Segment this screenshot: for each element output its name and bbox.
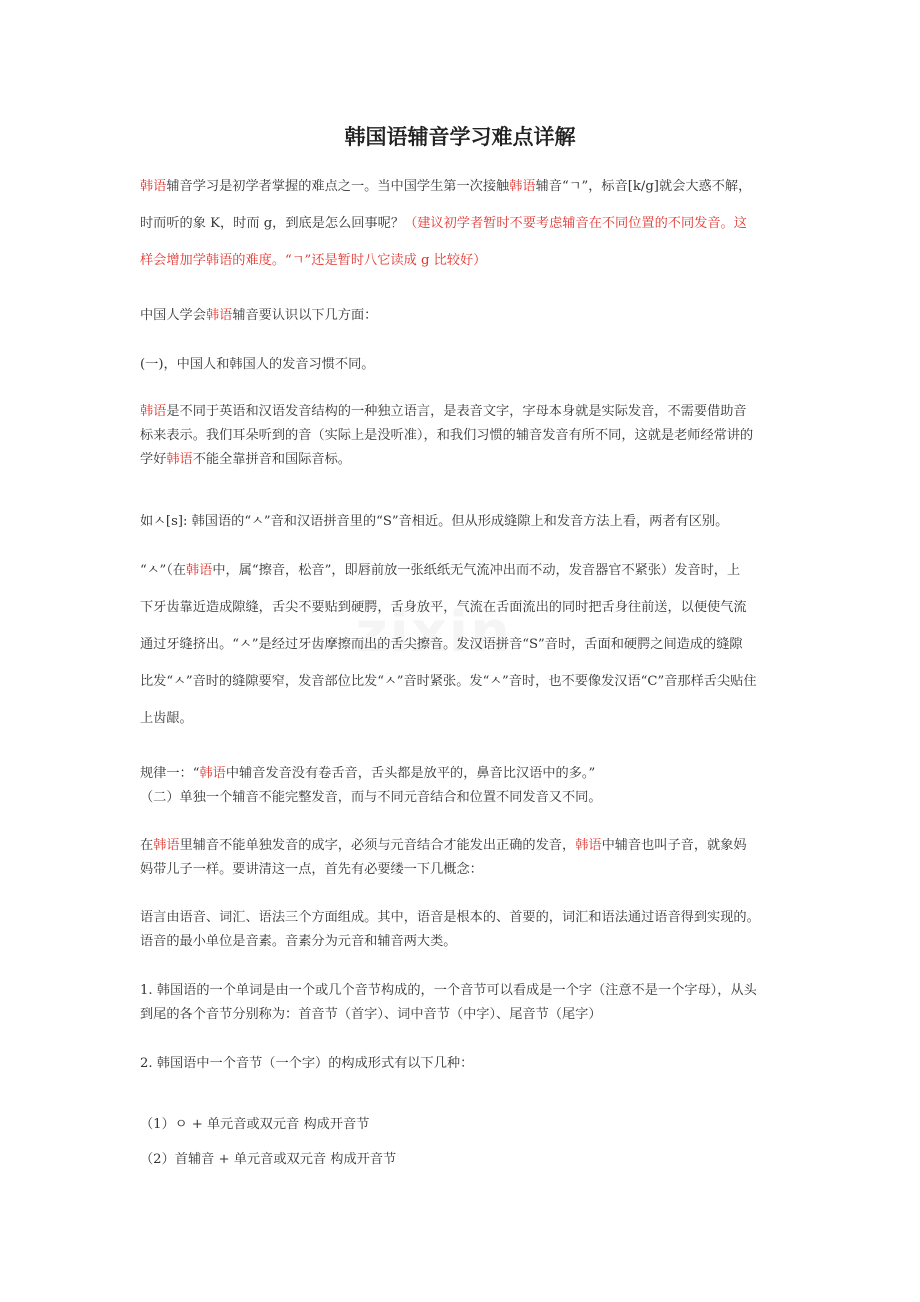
text-segment: 中，属“擦音，松音”，即唇前放一张纸纸无气流冲出而不动，发音器官不紧张）发音时，上 (212, 563, 741, 578)
phonetics-line-1: 语言由语音、词汇、语法三个方面组成。其中，语音是根本的、首要的，词汇和语法通过语音得到实现的。 (140, 910, 760, 925)
text-segment: 辅音要认识以下几方面： (232, 308, 378, 323)
numbered-point-2: 2. 韩国语中一个音节（一个字）的构成形式有以下几种： (140, 1056, 474, 1071)
red-note: （建议初学者暂时不要考虑辅音在不同位置的不同发音。这 (404, 216, 747, 231)
language-line-1 (140, 400, 782, 424)
numbered-point-1 (140, 979, 782, 1027)
text-segment: 不能全靠拼音和国际音标。 (192, 452, 351, 467)
rule-one (140, 762, 782, 810)
section-two-heading: （二）单独一个辅音不能完整发音，而与不同元音结合和位置不同发音又不同。 (140, 790, 602, 805)
consonant-paragraph (140, 834, 782, 882)
language-line-2: 标来表示。我们耳朵听到的音（实际上是没听准），和我们习惯的辅音发音有所不同，这就是老师经常讲的 (140, 428, 754, 443)
s-desc-line-5: 上齿龈。 (140, 711, 193, 726)
s-sound-example: 如ㅅ[s]: 韩国语的“ㅅ”音和汉语拼音里的“S”音相近。但从形成缝隙上和发音方法上看，两者有区别。 (140, 514, 729, 529)
section-one-heading: (一)，中国人和韩国人的发音习惯不同。 (140, 357, 375, 372)
keyword-korean: 韩语 (140, 404, 167, 419)
language-paragraph (140, 400, 782, 472)
language-line-3 (140, 448, 782, 472)
intro-line-3: 样会增加学韩语的难度。“ㄱ”还是暂时八它读成 g 比较好） (140, 253, 487, 268)
watermark (355, 600, 615, 680)
keyword-korean: 韩语 (575, 838, 602, 853)
keyword-korean: 韩语 (199, 766, 226, 781)
keyword-korean: 韩语 (205, 308, 233, 323)
intro-line-1 (140, 168, 782, 205)
text-segment: 规律一：“ (140, 766, 200, 781)
rule-one-line (140, 762, 782, 786)
document-title: 韩国语辅音学习难点详解 (344, 125, 576, 149)
keyword-korean: 韩语 (509, 179, 536, 194)
text-segment: 时而听的象 K，时而 g，到底是怎么回事呢？ (140, 216, 405, 231)
intro-paragraph (140, 168, 782, 279)
keyword-korean: 韩语 (153, 838, 180, 853)
consonant-line-1 (140, 834, 782, 858)
phonetics-paragraph (140, 906, 782, 954)
text-segment: 在 (140, 838, 154, 853)
text-segment: 中国人学会 (140, 308, 206, 323)
text-segment: 里辅音不能单独发音的成字，必须与元音结合才能发出正确的发音， (179, 838, 576, 853)
keyword-korean: 韩语 (186, 563, 213, 578)
text-segment: 辅音“ㄱ”，标音[k/g]就会大惑不解， (535, 179, 752, 194)
intro-line-2 (140, 205, 782, 242)
keyword-korean: 韩语 (166, 452, 193, 467)
consonant-line-2: 妈带儿子一样。要讲清这一点，首先有必要缕一下几概念： (140, 862, 483, 877)
s-desc-line-2: 下牙齿靠近造成隙缝，舌尖不要贴到硬腭，舌身放平，气流在舌面流出的同时把舌身往前送，以便使气流 (140, 600, 747, 615)
text-segment: 是不同于英语和汉语发音结构的一种独立语言，是表音文字，字母本身就是实际发音，不需要借助音 (166, 404, 747, 419)
keyword-korean: 韩语 (140, 179, 167, 194)
aspects-intro (140, 304, 782, 328)
text-segment: “ㅅ”（在 (140, 563, 186, 578)
phonetics-line-2: 语音的最小单位是音素。音素分为元音和辅音两大类。 (140, 934, 457, 949)
text-segment: 学好 (140, 452, 167, 467)
s-desc-line-4: 比发“ㅅ”音时的缝隙要窄，发音部位比发“ㅅ”音时紧张。发“ㅅ”音时，也不要像发汉语“C”音那样舌尖贴住 (140, 674, 757, 689)
syllable-form-1: （1）ㅇ + 单元音或双元音 构成开音节 (140, 1117, 370, 1132)
text-segment: 中辅音发音没有卷舌音，舌头都是放平的，鼻音比汉语中的多。” (225, 766, 596, 781)
text-segment: 中辅音也叫子音，就象妈 (601, 838, 747, 853)
s-desc-line-3: 通过牙缝挤出。“ㅅ”是经过牙齿摩擦而出的舌尖擦音。发汉语拼音“S”音时，舌面和硬腭之间造成的缝隙 (140, 637, 743, 652)
s-desc-line-1 (140, 552, 782, 589)
text-segment: 辅音学习是初学者掌握的难点之一。当中国学生第一次接触 (166, 179, 510, 194)
syllable-form-2: （2）首辅音 + 单元音或双元音 构成开音节 (140, 1152, 397, 1167)
point-1-line-2: 到尾的各个音节分别称为：首音节（首字）、词中音节（中字）、尾音节（尾字） (140, 1007, 602, 1022)
point-1-line-1: 1. 韩国语的一个单词是由一个或几个音节构成的，一个音节可以看成是一个字（注意不是一个字母），从头 (140, 983, 757, 998)
